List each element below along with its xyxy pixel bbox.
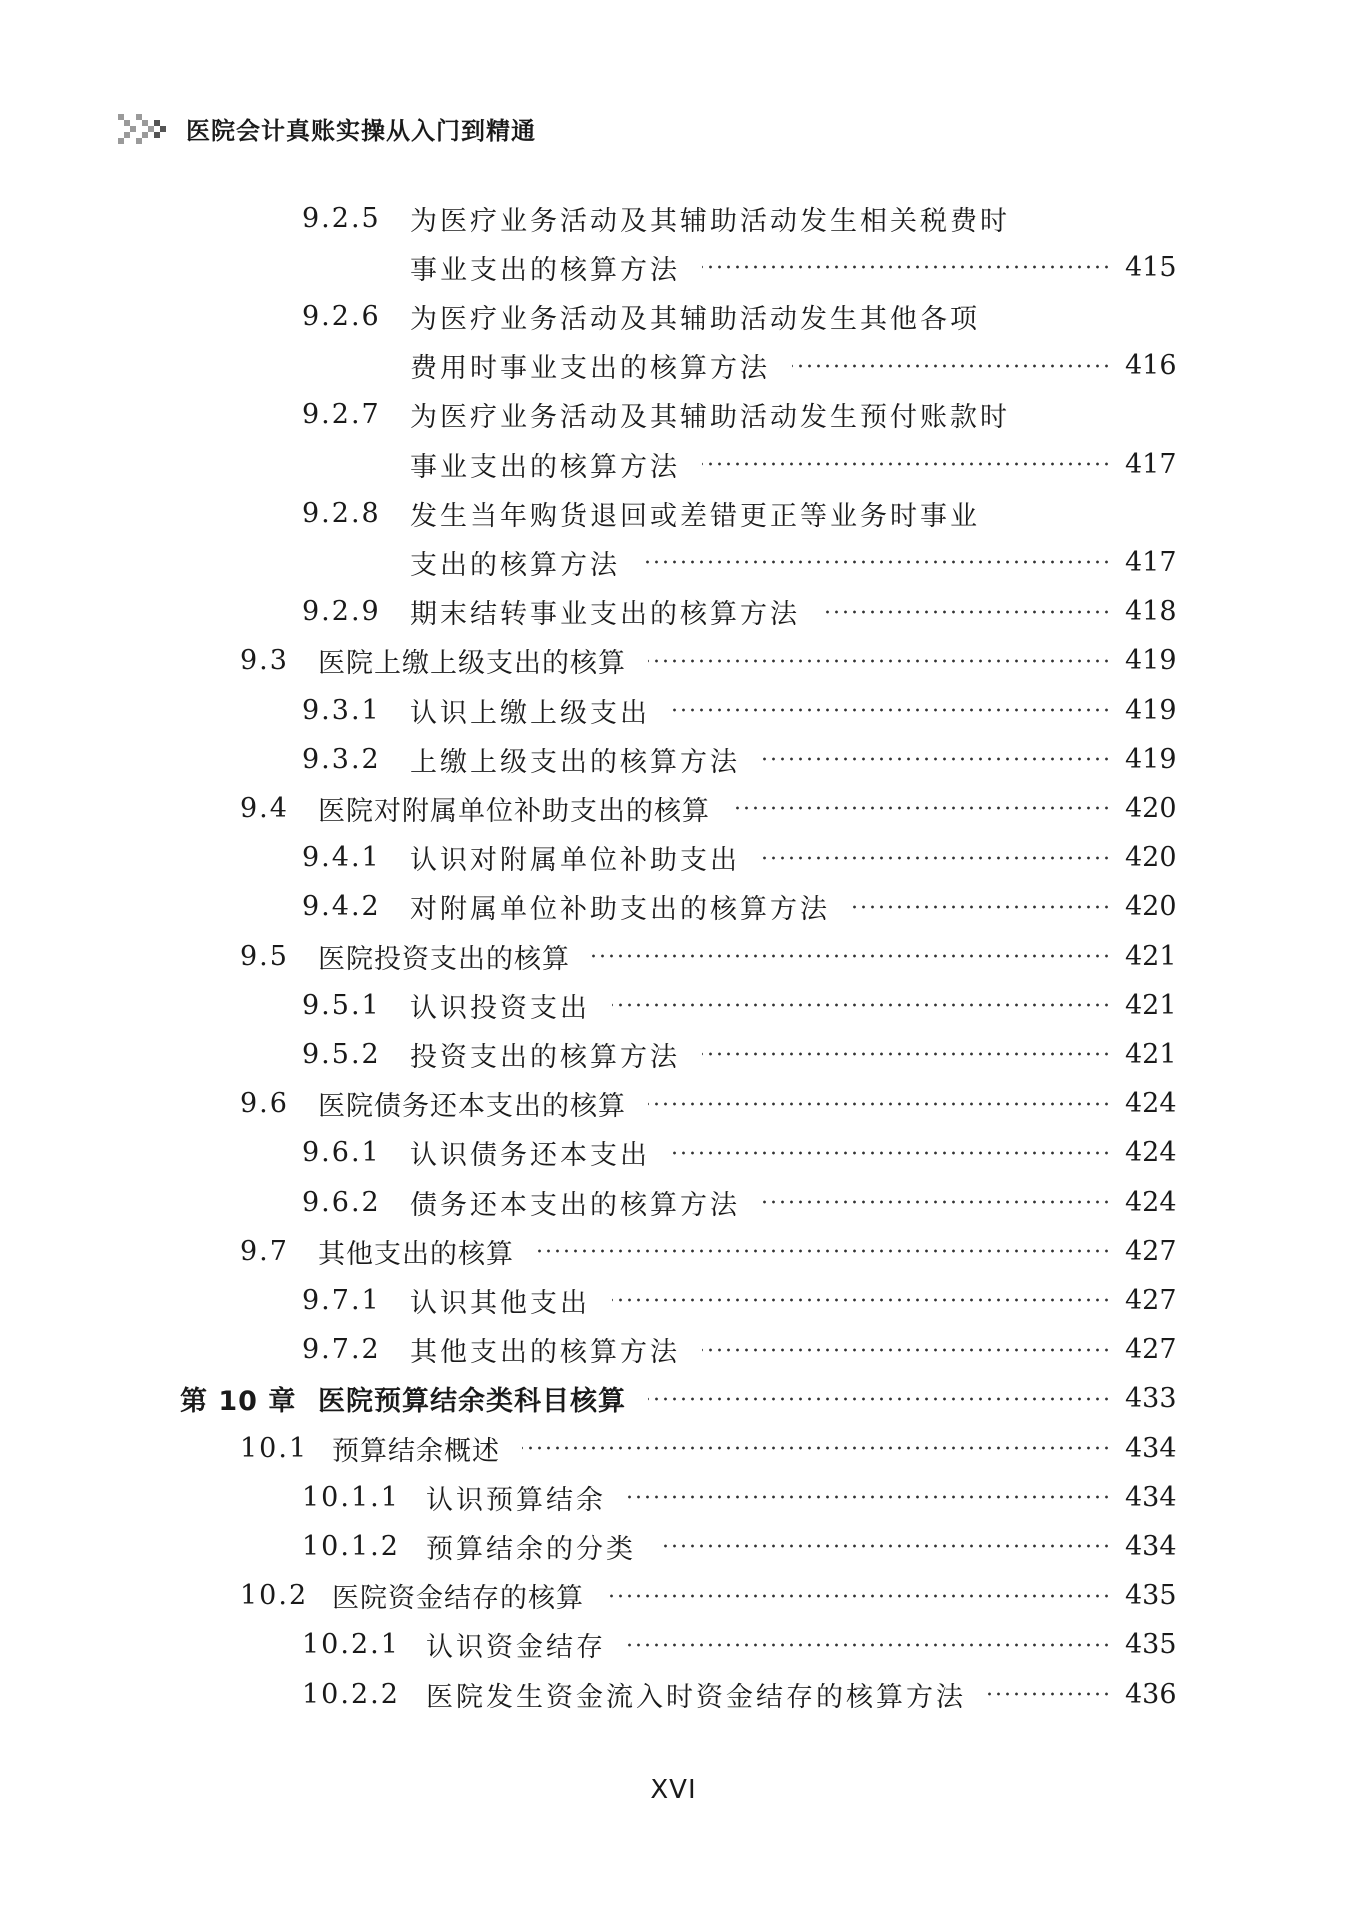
toc-entry-number: 10.1 (240, 1432, 309, 1464)
dot-leader (852, 905, 1111, 909)
toc-entry-number: 10.1.1 (302, 1481, 400, 1513)
toc-entry-title: 支出的核算方法 (410, 549, 620, 581)
toc-entry-number: 10.2.1 (302, 1629, 400, 1661)
toc-entry[interactable] (0, 641, 1347, 681)
toc-entry[interactable] (0, 1182, 1347, 1222)
toc-entry-title: 认识对附属单位补助支出 (410, 845, 740, 877)
toc-entry[interactable] (0, 936, 1347, 976)
toc-entry-page: 420 (1125, 891, 1177, 923)
toc-entry[interactable] (0, 1428, 1347, 1468)
toc-entry-page: 420 (1125, 842, 1177, 874)
toc-entry-page: 418 (1125, 596, 1177, 628)
toc-entry[interactable] (0, 346, 1347, 386)
toc-entry-number: 9.2.9 (302, 596, 381, 628)
toc-entry-title: 上缴上级支出的核算方法 (410, 746, 740, 778)
toc-entry-title: 认识投资支出 (410, 992, 590, 1024)
toc-entry-title: 债务还本支出的核算方法 (410, 1189, 740, 1221)
toc-entry-number: 9.4.2 (302, 891, 381, 923)
dot-leader (732, 806, 1111, 810)
toc-entry-title: 期末结转事业支出的核算方法 (410, 599, 800, 631)
toc-entry-title: 发生当年购货退回或差错更正等业务时事业 (410, 500, 980, 532)
toc-entry-title: 事业支出的核算方法 (410, 451, 680, 483)
toc-entry-page: 433 (1125, 1383, 1177, 1415)
toc-entry[interactable] (0, 690, 1347, 730)
toc-entry[interactable] (0, 1231, 1347, 1271)
toc-entry-page: 424 (1125, 1088, 1177, 1120)
toc-entry-title: 预算结余的分类 (426, 1533, 636, 1565)
toc-entry-page: 420 (1125, 792, 1177, 824)
toc-entry[interactable] (0, 198, 1347, 238)
toc-entry-number: 9.2.8 (302, 497, 381, 529)
toc-entry-number: 10.1.2 (302, 1530, 400, 1562)
page-number: XVI (650, 1775, 697, 1805)
toc-entry-page: 417 (1125, 448, 1177, 480)
toc-entry[interactable] (0, 1576, 1347, 1616)
toc-entry-page: 421 (1125, 989, 1177, 1021)
toc-entry[interactable] (0, 542, 1347, 582)
dot-leader (762, 856, 1111, 860)
toc-entry-page: 419 (1125, 694, 1177, 726)
toc-entry-title: 医院预算结余类科目核算 (318, 1386, 626, 1418)
toc-entry-page: 434 (1125, 1481, 1177, 1513)
toc-entry-number: 9.2.6 (302, 300, 381, 332)
dot-leader (658, 1544, 1111, 1548)
toc-entry-page: 419 (1125, 645, 1177, 677)
dot-leader (702, 1052, 1111, 1056)
toc-entry-title: 其他支出的核算方法 (410, 1337, 680, 1369)
toc-entry-number: 9.5.1 (302, 989, 381, 1021)
dot-leader (702, 462, 1111, 466)
toc-entry-title: 投资支出的核算方法 (410, 1041, 680, 1073)
dot-leader (536, 1249, 1111, 1253)
toc-entry-title: 预算结余概述 (332, 1435, 500, 1467)
dot-leader (642, 560, 1111, 564)
toc-entry-page: 434 (1125, 1432, 1177, 1464)
dot-leader (792, 364, 1111, 368)
toc-entry[interactable] (0, 1379, 1347, 1419)
dot-leader (648, 1102, 1111, 1106)
dot-leader (628, 1495, 1111, 1499)
page-header (118, 108, 536, 148)
toc-entry-number: 9.6.1 (302, 1137, 381, 1169)
toc-entry-title: 对附属单位补助支出的核算方法 (410, 894, 830, 926)
toc-entry-page: 415 (1125, 251, 1177, 283)
toc-entry-number: 9.6 (240, 1088, 289, 1120)
dot-leader (592, 954, 1111, 958)
toc-entry-number: 9.2.5 (302, 202, 381, 234)
toc-entry-page: 427 (1125, 1235, 1177, 1267)
toc-entry[interactable] (0, 247, 1347, 287)
toc-entry[interactable] (0, 887, 1347, 927)
toc-entry-page: 435 (1125, 1629, 1177, 1661)
toc-entry-title: 认识其他支出 (410, 1287, 590, 1319)
book-logo-icon (118, 110, 174, 146)
dot-leader (702, 1348, 1111, 1352)
dot-leader (612, 1298, 1111, 1302)
toc-entry-page: 435 (1125, 1580, 1177, 1612)
toc-entry-number: 9.6.2 (302, 1186, 381, 1218)
toc-entry-page: 421 (1125, 940, 1177, 972)
toc-entry-number: 10.2.2 (302, 1678, 400, 1710)
toc-entry-title: 其他支出的核算 (318, 1238, 514, 1270)
toc-entry-page: 421 (1125, 1038, 1177, 1070)
toc-entry[interactable] (0, 739, 1347, 779)
toc-entry-number: 9.7.2 (302, 1334, 381, 1366)
toc-entry-title: 费用时事业支出的核算方法 (410, 353, 770, 385)
toc-entry-number: 9.2.7 (302, 399, 381, 431)
dot-leader (672, 708, 1111, 712)
toc-entry-title: 为医疗业务活动及其辅助活动发生预付账款时 (410, 402, 1010, 434)
toc-entry-title: 医院资金结存的核算 (332, 1583, 584, 1615)
toc-entry[interactable] (0, 1034, 1347, 1074)
toc-entry-number: 9.3 (240, 645, 289, 677)
toc-entry-title: 认识上缴上级支出 (410, 697, 650, 729)
toc-entry-page: 424 (1125, 1186, 1177, 1218)
toc-entry-title: 认识预算结余 (426, 1484, 606, 1516)
toc-entry-page: 417 (1125, 546, 1177, 578)
toc-entry[interactable] (0, 1526, 1347, 1566)
toc-entry-page: 424 (1125, 1137, 1177, 1169)
toc-entry[interactable] (0, 493, 1347, 533)
toc-entry-title: 事业支出的核算方法 (410, 254, 680, 286)
dot-leader (606, 1594, 1111, 1598)
toc-entry[interactable] (0, 1133, 1347, 1173)
dot-leader (672, 1151, 1111, 1155)
toc-entry-title: 为医疗业务活动及其辅助活动发生相关税费时 (410, 205, 1010, 237)
toc-entry[interactable] (0, 395, 1347, 435)
toc-entry[interactable] (0, 592, 1347, 632)
toc-entry-number: 9.4 (240, 792, 289, 824)
toc-entry-number: 9.3.1 (302, 694, 381, 726)
dot-leader (648, 1397, 1111, 1401)
toc-entry[interactable] (0, 788, 1347, 828)
toc-entry-title: 认识债务还本支出 (410, 1140, 650, 1172)
dot-leader (762, 757, 1111, 761)
dot-leader (822, 610, 1111, 614)
dot-leader (612, 1003, 1111, 1007)
toc-entry-number: 9.5.2 (302, 1038, 381, 1070)
toc-entry-title: 为医疗业务活动及其辅助活动发生其他各项 (410, 303, 980, 335)
toc-entry-number: 9.5 (240, 940, 289, 972)
dot-leader (522, 1446, 1111, 1450)
toc-entry[interactable] (0, 1280, 1347, 1320)
toc-entry[interactable] (0, 444, 1347, 484)
book-title: 医院会计真账实操从入门到精通 (186, 116, 536, 145)
toc-entry[interactable] (0, 985, 1347, 1025)
dot-leader (988, 1692, 1111, 1696)
toc-entry[interactable] (0, 1674, 1347, 1714)
toc-entry[interactable] (0, 1477, 1347, 1517)
toc-entry[interactable] (0, 1330, 1347, 1370)
dot-leader (648, 659, 1111, 663)
toc-entry-page: 436 (1125, 1678, 1177, 1710)
toc-entry-page: 416 (1125, 350, 1177, 382)
dot-leader (762, 1200, 1111, 1204)
toc-entry[interactable] (0, 296, 1347, 336)
toc-entry-title: 医院对附属单位补助支出的核算 (318, 795, 710, 827)
toc-entry-number: 9.3.2 (302, 743, 381, 775)
toc-entry-number: 9.4.1 (302, 842, 381, 874)
toc-entry-title: 医院上缴上级支出的核算 (318, 648, 626, 680)
toc-entry-title: 医院发生资金流入时资金结存的核算方法 (426, 1681, 966, 1713)
toc-entry-number: 第 10 章 (180, 1386, 297, 1418)
toc-entry-page: 427 (1125, 1334, 1177, 1366)
toc-entry-title: 医院投资支出的核算 (318, 943, 570, 975)
dot-leader (628, 1643, 1111, 1647)
toc-entry-number: 9.7 (240, 1235, 289, 1267)
toc-entry-page: 427 (1125, 1284, 1177, 1316)
toc-entry[interactable] (0, 1084, 1347, 1124)
toc-entry-page: 419 (1125, 743, 1177, 775)
toc-entry-title: 医院债务还本支出的核算 (318, 1091, 626, 1123)
toc-entry-page: 434 (1125, 1530, 1177, 1562)
toc-entry[interactable] (0, 838, 1347, 878)
toc-entry-title: 认识资金结存 (426, 1632, 606, 1664)
toc-entry-number: 9.7.1 (302, 1284, 381, 1316)
toc-entry-number: 10.2 (240, 1580, 309, 1612)
dot-leader (702, 265, 1111, 269)
toc-entry[interactable] (0, 1625, 1347, 1665)
